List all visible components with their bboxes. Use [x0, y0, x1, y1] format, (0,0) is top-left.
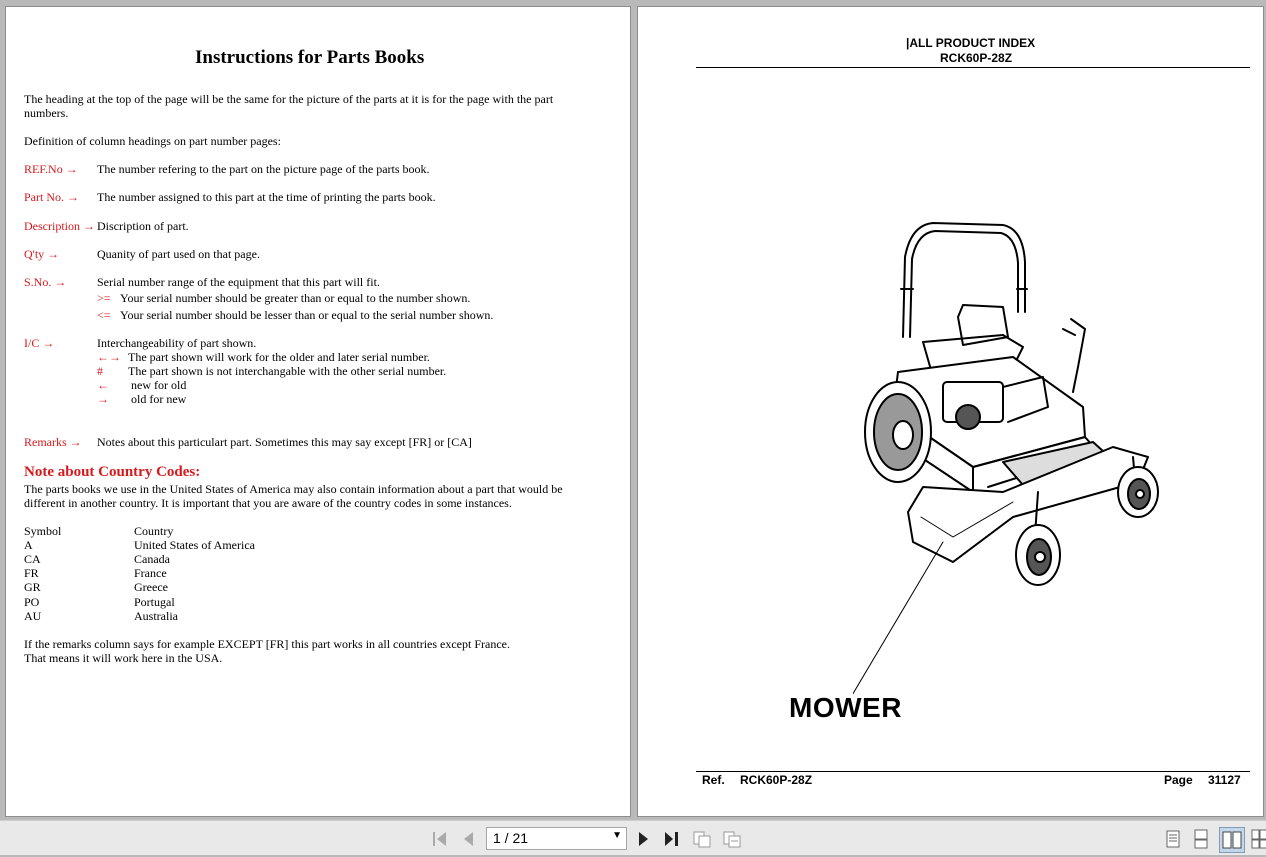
term-description: Description →: [24, 219, 95, 233]
viewer-toolbar: [0, 820, 1266, 855]
footer-page-label: Page: [1164, 773, 1193, 787]
dropdown-arrow-icon: ▼: [612, 830, 622, 841]
desc-qty: Quanity of part used on that page.: [97, 247, 260, 261]
ic-symbol-right: →: [97, 392, 109, 406]
definition-heading: Definition of column headings on part number pages:: [24, 134, 281, 148]
closing-text-cont: That means it will work here in the USA.: [24, 651, 223, 665]
country-para-cont: different in another country. It is important that you are aware of the country codes in some instances.: [24, 496, 512, 510]
desc-ic: Interchangeability of part shown.: [97, 336, 257, 350]
closing-text: If the remarks column says for example EXCEPT [FR] this part works in all countries except France.: [24, 637, 510, 651]
single-page-icon[interactable]: [1163, 829, 1183, 849]
country-symbol: FR: [24, 566, 39, 580]
illustration-label: MOWER: [789, 692, 902, 723]
country-codes-heading: Note about Country Codes:: [24, 464, 201, 480]
page-number-select[interactable]: [486, 827, 627, 850]
ic-symbol-both: ←→: [97, 350, 121, 364]
two-page-continuous-icon[interactable]: [1250, 829, 1266, 849]
sno-text-ge: Your serial number should be greater than or equal to the number shown.: [120, 291, 471, 305]
desc-description: Discription of part.: [97, 219, 189, 233]
term-ref-no: REF.No →: [24, 162, 78, 176]
header-rule: [696, 67, 1250, 68]
country-symbol: A: [24, 538, 33, 552]
ic-text-hash: The part shown is not interchangable with the other serial number.: [128, 364, 447, 378]
footer-rule: [696, 771, 1250, 772]
previous-page-icon[interactable]: [459, 829, 479, 849]
country-name: Canada: [134, 552, 170, 566]
right-page: [637, 6, 1264, 817]
fit-width-icon[interactable]: [722, 829, 742, 849]
ic-symbol-hash: #: [97, 364, 103, 378]
country-para: The parts books we use in the United States of America may also contain information about a part that would be: [24, 482, 563, 496]
country-name: United States of America: [134, 538, 255, 552]
last-page-icon[interactable]: [662, 829, 682, 849]
term-ic: I/C →: [24, 336, 55, 350]
footer-ref-label: Ref.: [702, 773, 725, 787]
next-page-icon[interactable]: [634, 829, 654, 849]
intro-text: The heading at the top of the page will be the same for the picture of the parts at it is for the page with the part: [24, 92, 554, 106]
country-name: Australia: [134, 609, 178, 623]
desc-remarks: Notes about this particulart part. Sometimes this may say except [FR] or [CA]: [97, 435, 472, 449]
continuous-icon[interactable]: [1191, 829, 1211, 849]
term-sno: S.No. →: [24, 275, 67, 289]
ic-text-right: old for new: [131, 392, 187, 406]
country-symbol: GR: [24, 580, 41, 594]
index-header-code: RCK60P-28Z: [940, 51, 1013, 65]
country-name: Portugal: [134, 595, 175, 609]
first-page-icon[interactable]: [430, 829, 450, 849]
ic-text-left: new for old: [131, 378, 187, 392]
term-part-no: Part No. →: [24, 190, 79, 204]
left-page: [5, 6, 631, 817]
desc-sno: Serial number range of the equipment that this part will fit.: [97, 275, 380, 289]
intro-text-cont: numbers.: [24, 106, 69, 120]
country-table-header-country: Country: [134, 524, 174, 538]
two-page-icon[interactable]: [1219, 827, 1245, 853]
term-remarks: Remarks →: [24, 435, 82, 449]
mower-illustration: [853, 217, 1173, 707]
sno-symbol-le: <=: [97, 308, 111, 322]
footer-page-value: 31127: [1208, 773, 1241, 787]
page-indicator: 1 / 21: [493, 830, 529, 846]
desc-ref-no: The number refering to the part on the picture page of the parts book.: [97, 162, 430, 176]
sno-text-le: Your serial number should be lesser than or equal to the serial number shown.: [120, 308, 494, 322]
ic-symbol-left: ←: [97, 378, 109, 392]
footer-ref-value: RCK60P-28Z: [740, 773, 813, 787]
ic-text-both: The part shown will work for the older and later serial number.: [128, 350, 430, 364]
country-symbol: PO: [24, 595, 40, 609]
sno-symbol-ge: >=: [97, 291, 111, 305]
country-symbol: AU: [24, 609, 42, 623]
page-title: Instructions for Parts Books: [195, 47, 425, 68]
index-header-title: |ALL PRODUCT INDEX: [906, 36, 1036, 50]
country-symbol: CA: [24, 552, 41, 566]
country-name: France: [134, 566, 167, 580]
country-name: Greece: [134, 580, 168, 594]
desc-part-no: The number assigned to this part at the time of printing the parts book.: [97, 190, 436, 204]
country-table-header-symbol: Symbol: [24, 524, 62, 538]
term-qty: Q'ty →: [24, 247, 60, 261]
fit-page-icon[interactable]: [692, 829, 712, 849]
